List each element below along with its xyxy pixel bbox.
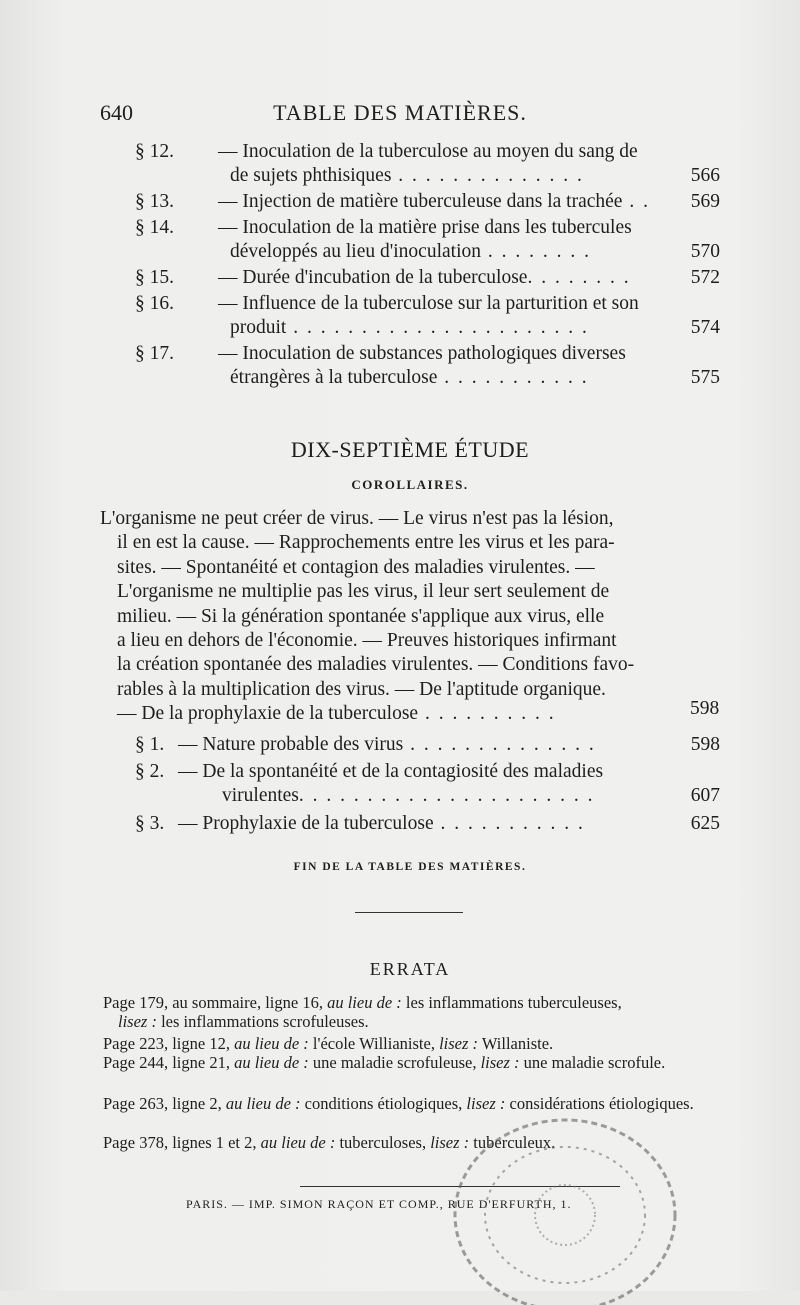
errata-entry: Page 223, ligne 12, au lieu de : l'école Willianiste, lisez : Willaniste. bbox=[103, 1034, 554, 1053]
toc-section-number: § 13. bbox=[135, 191, 174, 212]
toc-section-number: § 12. bbox=[135, 141, 174, 162]
toc-entry-title: — Durée d'incubation de la tuberculose bbox=[218, 267, 528, 288]
toc-entry-title: produit bbox=[230, 317, 287, 338]
toc-entry: § 17. — Inoculation de substances pathologiques diverses étrangères à la tuberculose . . . . . . . . . . . 575 bbox=[135, 343, 720, 388]
toc-page-ref: 569 bbox=[690, 191, 720, 212]
errata-entry: Page 244, ligne 21, au lieu de : une maladie scrofuleuse, lisez : une maladie scrofule. bbox=[103, 1053, 666, 1072]
page-header bbox=[100, 100, 700, 130]
toc-entry: § 12. — Inoculation de la tuberculose au moyen du sang de de sujets phthisiques . . . . . . . . . . . . . . 566 bbox=[135, 141, 720, 186]
toc-entry-title: — Prophylaxie de la tuberculose bbox=[178, 813, 434, 834]
toc-entry: § 13. — Injection de matière tuberculeuse dans la trachée . . 569 bbox=[135, 191, 720, 212]
study-summary: L'organisme ne peut créer de virus. — Le virus n'est pas la lésion, il en est la cause. — Rapprochements entre les virus et les para- sites. — Spontanéité et contagion des maladies virulentes. — L'organisme ne multiplie pas les virus, il leur sert seulement de milieu. — Si la génération spontanée s'applique aux virus, elle a lieu en dehors de l'économie. — Preuves historiques infirmant la création spontanée des maladies virulentes. — Conditions favo- rables à la multiplication des virus. — De l'aptitude organique. — De la prophylaxie de la tuberculose . . . . . . . . . . bbox=[100, 507, 675, 727]
toc-entry: § 1. — Nature probable des virus . . . . . . . . . . . . . . 598 bbox=[135, 734, 720, 755]
toc-section-number: § 1. bbox=[135, 734, 165, 755]
summary-line: sites. — Spontanéité et contagion des maladies virulentes. — bbox=[117, 556, 595, 578]
toc-entry: § 15. — Durée d'incubation de la tuberculose. . . . . . . . 572 bbox=[135, 267, 720, 288]
toc-entry-title: de sujets phthisiques bbox=[230, 165, 392, 186]
summary-line: rables à la multiplication des virus. — De l'aptitude organique. bbox=[117, 678, 606, 700]
summary-line: — De la prophylaxie de la tuberculose bbox=[117, 703, 419, 725]
summary-line: L'organisme ne multiplie pas les virus, il leur sert seulement de bbox=[117, 581, 610, 603]
toc-entry-title: virulentes bbox=[222, 785, 299, 806]
errata-entry: Page 179, au sommaire, ligne 16, au lieu de : les inflammations tuberculeuses, lisez : les inflammations scrofuleuses. bbox=[103, 993, 622, 1031]
toc-section-number: § 17. bbox=[135, 343, 174, 364]
toc-page-ref: 572 bbox=[690, 267, 720, 288]
printer-imprint: PARIS. — IMP. SIMON RAÇON ET COMP., RUE D'ERFURTH, 1. bbox=[186, 1197, 572, 1211]
summary-line: a lieu en dehors de l'économie. — Preuves historiques infirmant bbox=[117, 630, 617, 652]
toc-entry-title: développés au lieu d'inoculation bbox=[230, 241, 481, 262]
toc-entry-title: — Inoculation de la matière prise dans les tubercules bbox=[218, 217, 632, 238]
toc-entry-title: — Inoculation de la tuberculose au moyen du sang de bbox=[218, 141, 638, 162]
toc-section-number: § 14. bbox=[135, 217, 174, 238]
running-title: TABLE DES MATIÈRES. bbox=[273, 100, 527, 125]
summary-line: L'organisme ne peut créer de virus. — Le virus n'est pas la lésion, bbox=[100, 508, 614, 529]
toc-list bbox=[100, 140, 720, 392]
summary-line: milieu. — Si la génération spontanée s'applique aux virus, elle bbox=[117, 605, 605, 627]
study-subtitle: COROLLAIRES. bbox=[351, 477, 469, 492]
page-number: 640 bbox=[100, 100, 133, 125]
toc-page-ref: 575 bbox=[690, 367, 720, 388]
toc-entry: § 3. — Prophylaxie de la tuberculose . . . . . . . . . . . 625 bbox=[135, 813, 720, 834]
errata-title: ERRATA bbox=[369, 959, 451, 979]
library-stamp-icon bbox=[440, 1105, 690, 1305]
study-title: DIX-SEPTIÈME ÉTUDE bbox=[290, 437, 530, 462]
toc-entry-title: — Nature probable des virus bbox=[178, 734, 404, 755]
toc-entry-title: — Inoculation de substances pathologiques diverses bbox=[218, 343, 626, 364]
toc-page-ref: 625 bbox=[690, 813, 720, 834]
toc-section-number: § 15. bbox=[135, 267, 174, 288]
toc-entry: § 14. — Inoculation de la matière prise dans les tubercules développés au lieu d'inoculation . . . . . . . . 570 bbox=[135, 217, 720, 262]
toc-entry-title: étrangères à la tuberculose bbox=[230, 367, 438, 388]
toc-entry-title: — Injection de matière tuberculeuse dans la trachée bbox=[218, 191, 623, 212]
divider bbox=[355, 912, 463, 913]
toc-page-ref: 598 bbox=[690, 734, 720, 755]
toc-page-ref: 598 bbox=[690, 698, 720, 719]
summary-line: la création spontanée des maladies virulentes. — Conditions favo- bbox=[117, 654, 635, 676]
toc-section-number: § 2. bbox=[135, 761, 165, 782]
errata-entry: Page 263, ligne 2, au lieu de : conditions étiologiques, lisez : considérations étiologiques. bbox=[103, 1094, 694, 1113]
end-of-toc: FIN DE LA TABLE DES MATIÈRES. bbox=[293, 861, 527, 873]
toc-page-ref: 574 bbox=[690, 317, 720, 338]
errata-entry: Page 378, lignes 1 et 2, au lieu de : tuberculoses, lisez : tuberculeux. bbox=[103, 1133, 556, 1152]
toc-section-number: § 3. bbox=[135, 813, 165, 834]
summary-line: il en est la cause. — Rapprochements entre les virus et les para- bbox=[117, 532, 615, 554]
toc-entry-title: — De la spontanéité et de la contagiosité des maladies bbox=[178, 761, 604, 782]
toc-page-ref: 607 bbox=[690, 785, 720, 806]
toc-section-number: § 16. bbox=[135, 293, 174, 314]
toc-page-ref: 566 bbox=[690, 165, 720, 186]
toc-entry: § 2. — De la spontanéité et de la contagiosité des maladies virulentes. . . . . . . . . . . . . . . . . . . . . . 607 bbox=[135, 761, 720, 806]
toc-page-ref: 570 bbox=[690, 241, 720, 262]
toc-entry-title: — Influence de la tuberculose sur la parturition et son bbox=[218, 293, 639, 314]
toc-entry: § 16. — Influence de la tuberculose sur la parturition et son produit . . . . . . . . . . . . . . . . . . . . . . 574 bbox=[135, 293, 720, 338]
